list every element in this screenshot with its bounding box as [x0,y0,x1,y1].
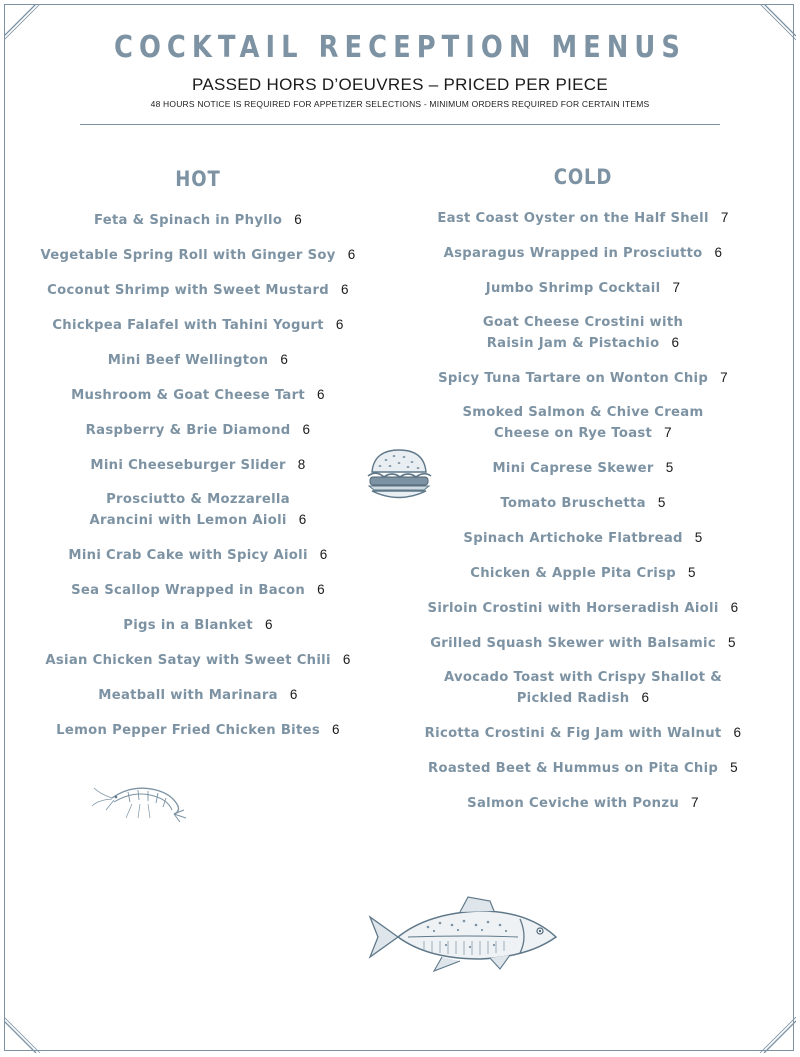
menu-item [398,368,768,389]
menu-item-name: Salmon Ceviche with Ponzu [467,796,680,811]
menu-item-name: Goat Cheese Crostini with Raisin Jam & Pistachio [482,315,684,351]
menu-item-price: 7 [691,795,699,810]
menu-item-name: Raspberry & Brie Diamond [85,423,291,438]
menu-item [20,245,376,266]
menu-item [20,615,376,636]
menu-item-name: Prosciutto & Mozzarella Arancini with Lemon Aioli [89,492,290,528]
menu-item-name: Meatball with Marinara [98,688,278,703]
menu-item-price: 5 [687,565,696,580]
menu-item [20,650,376,671]
hot-column [20,165,376,755]
cold-column [398,163,768,828]
fish-illustration-icon [368,895,564,975]
menu-item [20,420,376,441]
menu-item [398,563,768,584]
menu-item-price: 6 [289,687,298,702]
menu-item [398,793,768,814]
cold-heading: COLD [553,165,613,189]
menu-item-price: 6 [280,352,289,367]
menu-item-price: 6 [335,317,344,332]
menu-item-name: Grilled Squash Skewer with Balsamic [430,636,716,651]
menu-item-name: Lemon Pepper Fried Chicken Bites [56,723,321,738]
menu-item-name: Tomato Bruschetta [500,496,646,511]
page-title: COCKTAIL RECEPTION MENUS [114,30,686,65]
menu-item-price: 7 [664,425,672,440]
menu-item-name: East Coast Oyster on the Half Shell [437,211,709,226]
menu-item [398,668,768,709]
menu-item-price: 5 [730,760,738,775]
menu-item [398,278,768,299]
menu-item [398,528,768,549]
menu-item-price: 6 [298,512,307,527]
menu-item [20,385,376,406]
menu-item-price: 6 [302,422,311,437]
menu-header [0,30,800,109]
menu-item [20,720,376,741]
menu-item-price: 6 [342,652,351,667]
menu-item-name: Asian Chicken Satay with Sweet Chili [45,653,331,668]
menu-item-price: 6 [332,722,340,737]
menu-item [398,598,768,619]
hot-heading: HOT [175,167,221,191]
menu-item-price: 6 [319,547,328,562]
menu-item [20,280,376,301]
menu-item-price: 7 [672,280,681,295]
menu-item-price: 6 [294,212,303,227]
page-subtitle: PASSED HORS D’OEUVRES – PRICED PER PIECE [191,75,608,94]
menu-item-name: Roasted Beet & Hummus on Pita Chip [428,761,719,776]
menu-item-price: 5 [665,460,674,475]
menu-item [398,208,768,229]
menu-item [398,758,768,779]
menu-item [20,210,376,231]
menu-item-name: Mini Caprese Skewer [492,461,654,476]
menu-item-price: 6 [671,335,680,350]
menu-item-name: Mini Cheeseburger Slider [90,458,286,473]
menu-item [398,458,768,479]
menu-item-price: 8 [297,457,306,472]
menu-item [398,403,768,444]
menu-item-name: Chickpea Falafel with Tahini Yogurt [52,318,324,333]
menu-item-price: 6 [317,582,325,597]
menu-item-name: Sea Scallop Wrapped in Bacon [71,583,306,598]
menu-item [20,350,376,371]
menu-item-price: 7 [720,370,728,385]
menu-item-price: 5 [694,530,703,545]
menu-item [398,243,768,264]
menu-item-price: 6 [341,282,349,297]
menu-item [20,490,376,531]
menu-item-price: 6 [641,690,650,705]
corner-ornament-icon [756,1013,796,1053]
menu-item [398,633,768,654]
menu-item-name: Feta & Spinach in Phyllo [93,213,283,228]
menu-item [20,580,376,601]
hot-items-list [20,210,376,741]
menu-item-name: Pigs in a Blanket [123,618,253,633]
menu-item-name: Smoked Salmon & Chive Cream Cheese on Rye Toast [462,405,704,441]
burger-illustration-icon [364,446,434,504]
menu-item [398,723,768,744]
menu-item-price: 7 [720,210,729,225]
menu-item-name: Vegetable Spring Roll with Ginger Soy [40,248,336,263]
menu-item-price: 6 [317,387,325,402]
menu-item-name: Ricotta Crostini & Fig Jam with Walnut [424,726,722,741]
menu-item [398,493,768,514]
menu-item-price: 6 [733,725,742,740]
order-notice: 48 HOURS NOTICE IS REQUIRED FOR APPETIZER SELECTIONS - MINIMUM ORDERS REQUIRED FOR CERTAIN ITEMS [150,99,650,109]
cold-items-list [398,208,768,814]
menu-item-name: Asparagus Wrapped in Prosciutto [443,246,703,261]
menu-item-name: Sirloin Crostini with Horseradish Aioli [427,601,719,616]
menu-item [20,315,376,336]
menu-item-name: Spicy Tuna Tartare on Wonton Chip [438,371,709,386]
menu-item-name: Spinach Artichoke Flatbread [463,531,683,546]
menu-item [20,685,376,706]
menu-item-name: Jumbo Shrimp Cocktail [485,281,661,296]
header-divider [80,124,720,125]
shrimp-illustration-icon [92,780,190,824]
menu-item [20,545,376,566]
menu-item-name: Coconut Shrimp with Sweet Mustard [47,283,329,298]
menu-item-price: 5 [727,635,736,650]
corner-ornament-icon [4,1013,44,1053]
menu-item-name: Chicken & Apple Pita Crisp [470,566,676,581]
menu-item-price: 6 [730,600,739,615]
menu-item-name: Mini Crab Cake with Spicy Aioli [68,548,308,563]
menu-item-price: 5 [657,495,666,510]
menu-item [398,313,768,354]
menu-item-name: Mushroom & Goat Cheese Tart [71,388,306,403]
menu-item-name: Avocado Toast with Crispy Shallot & Pickled Radish [443,670,723,706]
menu-item-price: 6 [347,247,356,262]
menu-item-name: Mini Beef Wellington [107,353,269,368]
menu-item-price: 6 [714,245,723,260]
menu-item-price: 6 [264,617,273,632]
menu-item [20,455,376,476]
